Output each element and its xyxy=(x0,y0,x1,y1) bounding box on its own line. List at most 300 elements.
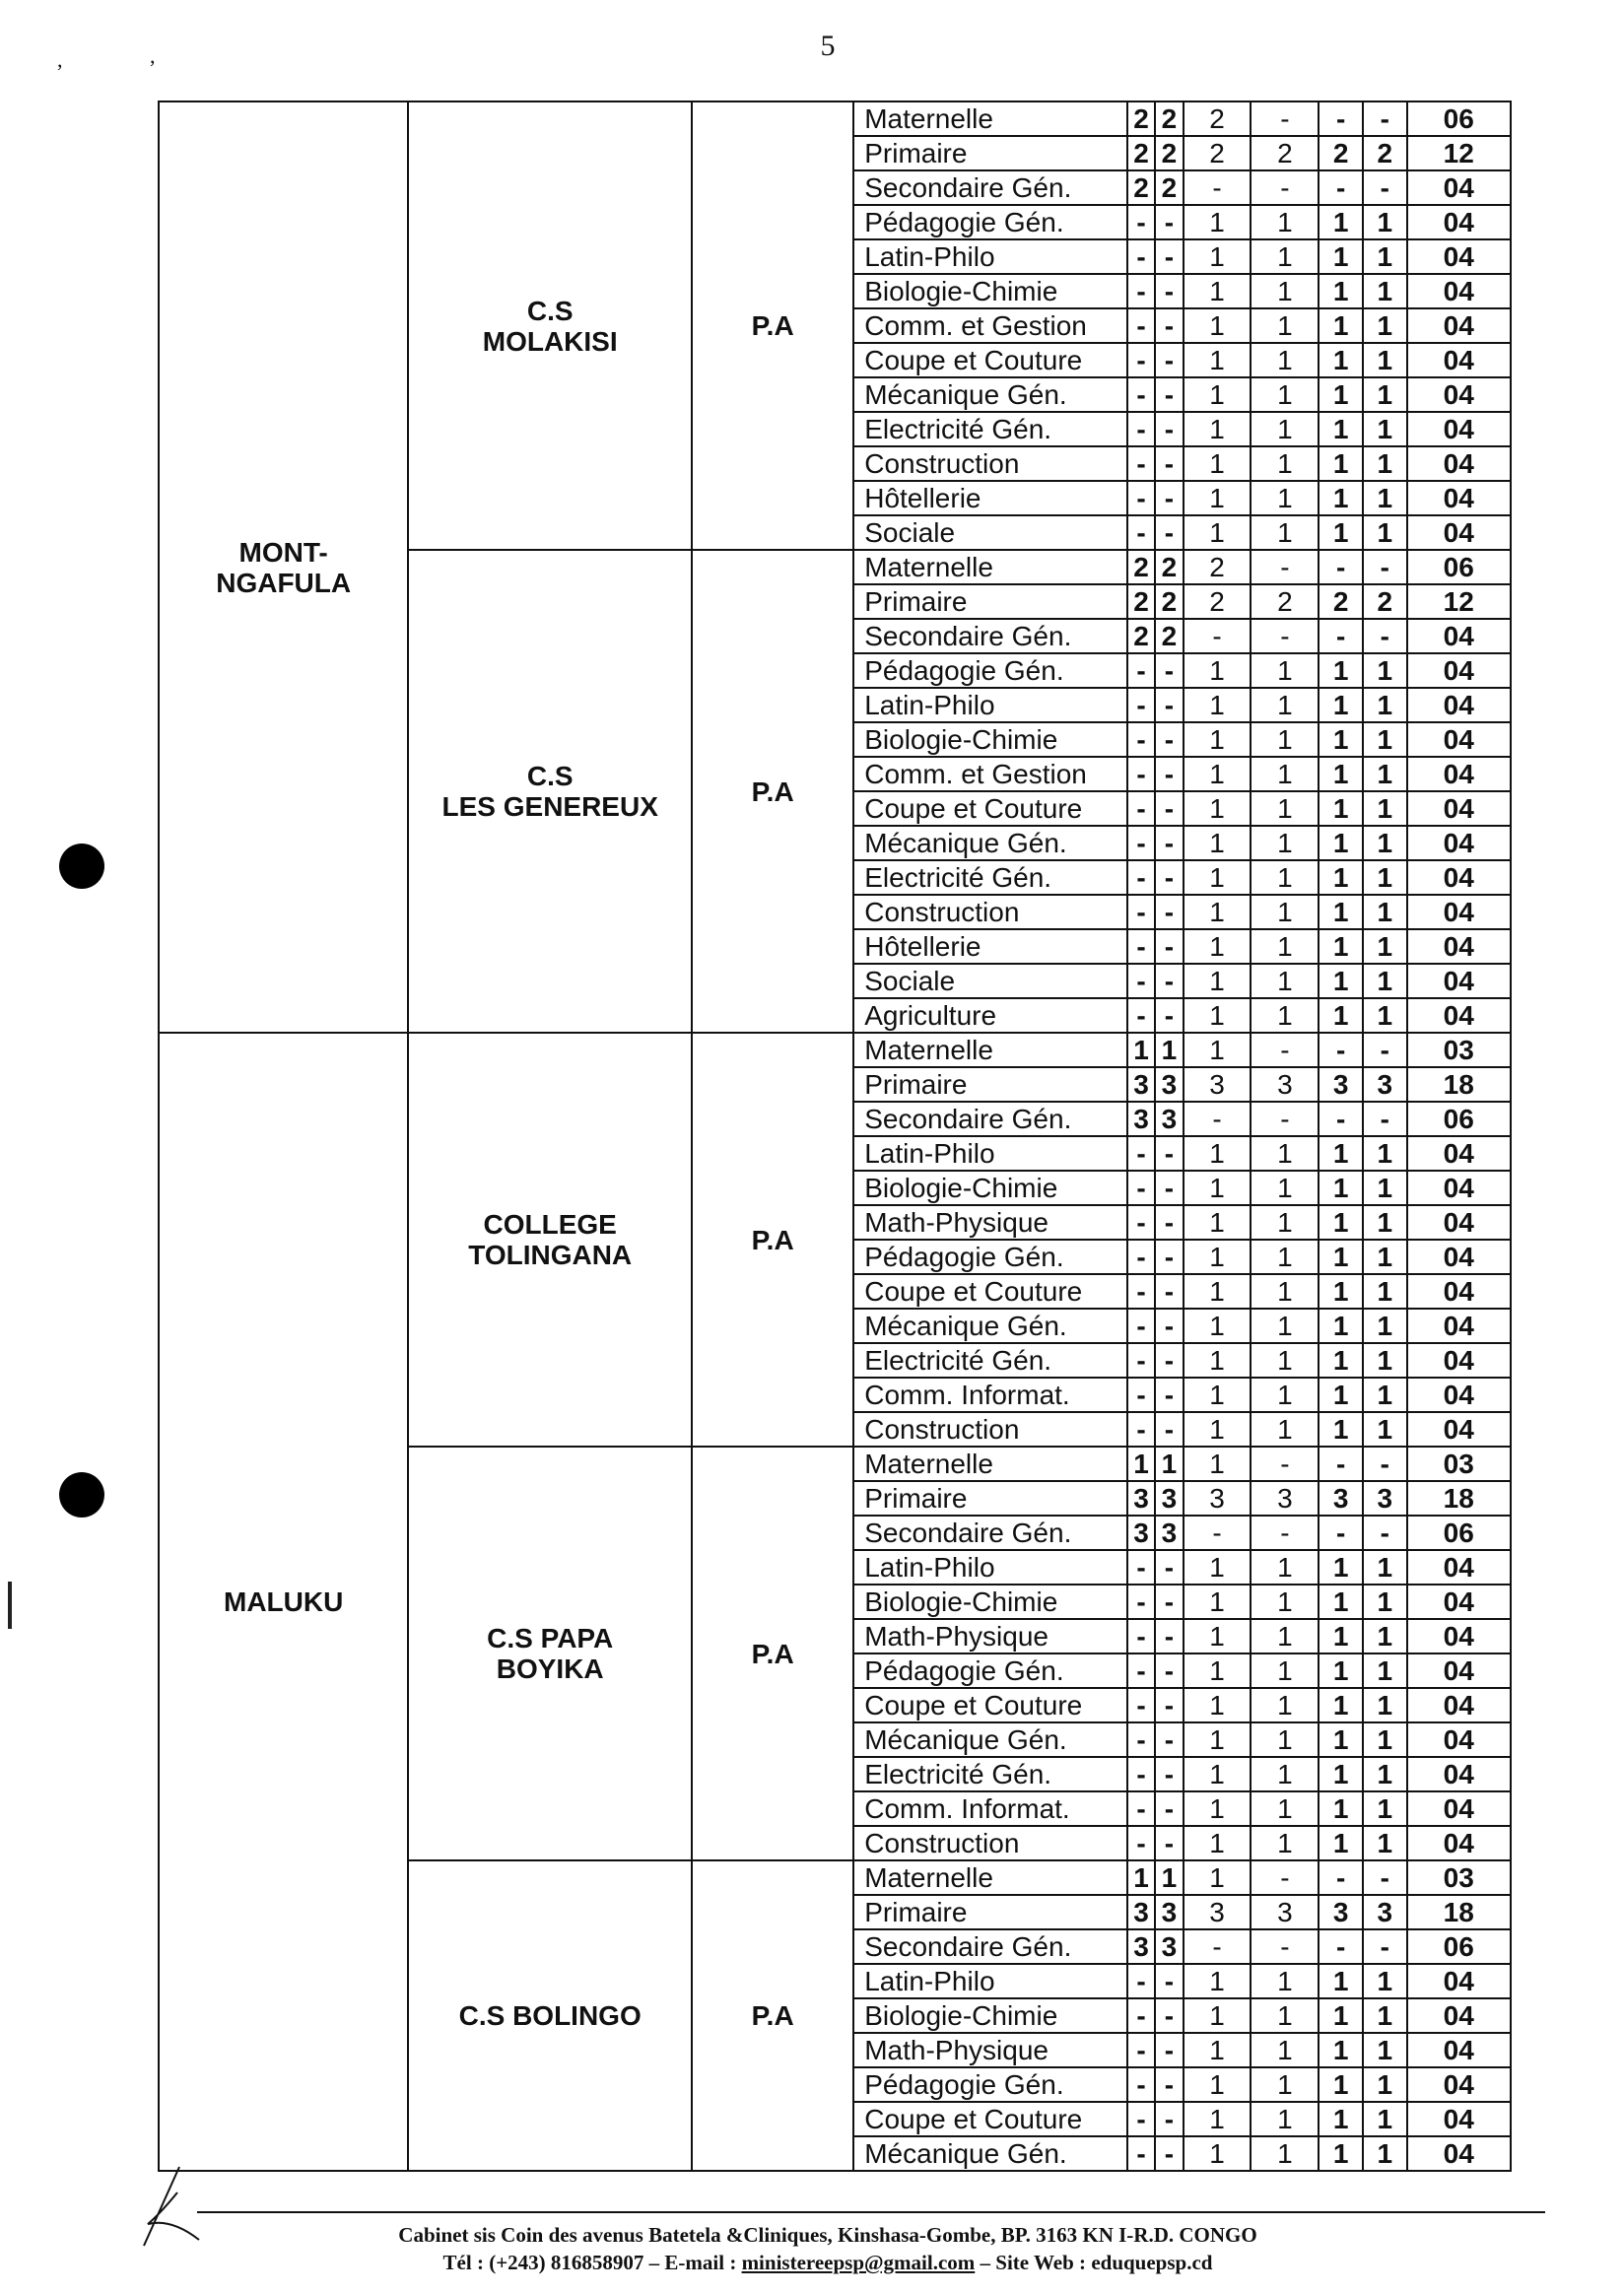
count-cell: 1 xyxy=(1319,2067,1363,2102)
count-cell: - xyxy=(1155,895,1183,929)
filiere-cell: Primaire xyxy=(853,584,1127,619)
filiere-cell: Primaire xyxy=(853,1067,1127,1102)
count-cell: - xyxy=(1251,101,1319,136)
count-cell: 1 xyxy=(1184,446,1252,481)
count-cell: 2 xyxy=(1251,584,1319,619)
total-cell: 12 xyxy=(1407,136,1511,170)
count-cell: - xyxy=(1155,653,1183,688)
count-cell: - xyxy=(1127,1205,1155,1240)
total-cell: 04 xyxy=(1407,1998,1511,2033)
count-cell: 1 xyxy=(1251,2033,1319,2067)
count-cell: 2 xyxy=(1251,136,1319,170)
school-status-cell: P.A xyxy=(692,1447,853,1860)
filiere-cell: Hôtellerie xyxy=(853,481,1127,515)
filiere-cell: Agriculture xyxy=(853,998,1127,1033)
count-cell: 1 xyxy=(1184,1343,1252,1378)
count-cell: 1 xyxy=(1363,860,1407,895)
count-cell: - xyxy=(1363,1860,1407,1895)
count-cell: 1 xyxy=(1251,2102,1319,2136)
count-cell: - xyxy=(1155,446,1183,481)
count-cell: 1 xyxy=(1319,1722,1363,1757)
count-cell: - xyxy=(1127,1653,1155,1688)
count-cell: 1 xyxy=(1319,274,1363,308)
count-cell: 1 xyxy=(1251,1171,1319,1205)
count-cell: - xyxy=(1155,1964,1183,1998)
count-cell: 1 xyxy=(1319,653,1363,688)
count-cell: - xyxy=(1155,1378,1183,1412)
count-cell: - xyxy=(1127,895,1155,929)
count-cell: 1 xyxy=(1155,1447,1183,1481)
count-cell: - xyxy=(1251,1102,1319,1136)
filiere-cell: Electricité Gén. xyxy=(853,412,1127,446)
count-cell: 2 xyxy=(1184,550,1252,584)
count-cell: - xyxy=(1319,619,1363,653)
total-cell: 04 xyxy=(1407,791,1511,826)
count-cell: 1 xyxy=(1319,1205,1363,1240)
filiere-cell: Primaire xyxy=(853,1481,1127,1516)
filiere-cell: Biologie-Chimie xyxy=(853,722,1127,757)
total-cell: 04 xyxy=(1407,1791,1511,1826)
count-cell: - xyxy=(1127,722,1155,757)
count-cell: - xyxy=(1155,2033,1183,2067)
count-cell: - xyxy=(1184,1102,1252,1136)
total-cell: 04 xyxy=(1407,2102,1511,2136)
total-cell: 04 xyxy=(1407,1274,1511,1309)
filiere-cell: Mécanique Gén. xyxy=(853,1309,1127,1343)
count-cell: 1 xyxy=(1319,929,1363,964)
count-cell: 1 xyxy=(1363,515,1407,550)
count-cell: 1 xyxy=(1319,481,1363,515)
filiere-cell: Hôtellerie xyxy=(853,929,1127,964)
filiere-cell: Secondaire Gén. xyxy=(853,1102,1127,1136)
total-cell: 04 xyxy=(1407,308,1511,343)
total-cell: 06 xyxy=(1407,1929,1511,1964)
scan-tick-mark: , xyxy=(150,43,156,68)
count-cell: 1 xyxy=(1184,688,1252,722)
count-cell: 1 xyxy=(1184,1274,1252,1309)
count-cell: - xyxy=(1155,1240,1183,1274)
count-cell: 1 xyxy=(1251,1791,1319,1826)
total-cell: 04 xyxy=(1407,377,1511,412)
count-cell: 1 xyxy=(1319,791,1363,826)
count-cell: 1 xyxy=(1184,895,1252,929)
count-cell: 1 xyxy=(1251,1136,1319,1171)
total-cell: 04 xyxy=(1407,412,1511,446)
count-cell: 1 xyxy=(1184,757,1252,791)
count-cell: - xyxy=(1127,1343,1155,1378)
count-cell: 1 xyxy=(1363,412,1407,446)
count-cell: 1 xyxy=(1184,2033,1252,2067)
count-cell: - xyxy=(1127,2102,1155,2136)
total-cell: 04 xyxy=(1407,1136,1511,1171)
filiere-cell: Math-Physique xyxy=(853,2033,1127,2067)
count-cell: 1 xyxy=(1363,2136,1407,2171)
count-cell: - xyxy=(1127,1757,1155,1791)
count-cell: 3 xyxy=(1184,1067,1252,1102)
total-cell: 04 xyxy=(1407,1757,1511,1791)
filiere-cell: Comm. Informat. xyxy=(853,1791,1127,1826)
filiere-cell: Latin-Philo xyxy=(853,1136,1127,1171)
count-cell: - xyxy=(1127,1722,1155,1757)
filiere-cell: Comm. et Gestion xyxy=(853,757,1127,791)
count-cell: 1 xyxy=(1319,1757,1363,1791)
filiere-cell: Secondaire Gén. xyxy=(853,619,1127,653)
total-cell: 04 xyxy=(1407,239,1511,274)
count-cell: - xyxy=(1127,1550,1155,1585)
count-cell: - xyxy=(1155,1653,1183,1688)
count-cell: 1 xyxy=(1319,1378,1363,1412)
total-cell: 04 xyxy=(1407,688,1511,722)
total-cell: 04 xyxy=(1407,1412,1511,1447)
count-cell: - xyxy=(1127,1688,1155,1722)
filiere-cell: Maternelle xyxy=(853,550,1127,584)
count-cell: - xyxy=(1127,1964,1155,1998)
school-name-cell: C.S MOLAKISI xyxy=(408,101,692,550)
count-cell: 1 xyxy=(1184,412,1252,446)
footer-divider xyxy=(197,2211,1545,2213)
total-cell: 04 xyxy=(1407,826,1511,860)
total-cell: 04 xyxy=(1407,205,1511,239)
punch-hole xyxy=(59,1472,104,1518)
filiere-cell: Pédagogie Gén. xyxy=(853,2067,1127,2102)
filiere-cell: Pédagogie Gén. xyxy=(853,205,1127,239)
count-cell: 1 xyxy=(1319,895,1363,929)
count-cell: 1 xyxy=(1184,1619,1252,1653)
count-cell: - xyxy=(1251,1033,1319,1067)
count-cell: - xyxy=(1155,2102,1183,2136)
filiere-cell: Mécanique Gén. xyxy=(853,377,1127,412)
count-cell: - xyxy=(1251,1516,1319,1550)
count-cell: - xyxy=(1155,757,1183,791)
count-cell: 1 xyxy=(1319,1619,1363,1653)
count-cell: 1 xyxy=(1127,1860,1155,1895)
count-cell: 3 xyxy=(1363,1895,1407,1929)
filiere-cell: Pédagogie Gén. xyxy=(853,653,1127,688)
total-cell: 04 xyxy=(1407,895,1511,929)
count-cell: 2 xyxy=(1155,170,1183,205)
count-cell: 1 xyxy=(1319,2136,1363,2171)
total-cell: 04 xyxy=(1407,1619,1511,1653)
count-cell: 1 xyxy=(1184,1688,1252,1722)
filiere-cell: Comm. Informat. xyxy=(853,1378,1127,1412)
count-cell: 1 xyxy=(1184,2136,1252,2171)
footer-email-link[interactable]: ministereepsp@gmail.com xyxy=(741,2251,976,2274)
total-cell: 04 xyxy=(1407,860,1511,895)
count-cell: 1 xyxy=(1251,860,1319,895)
filiere-cell: Coupe et Couture xyxy=(853,343,1127,377)
count-cell: 2 xyxy=(1127,619,1155,653)
count-cell: 1 xyxy=(1363,929,1407,964)
count-cell: 1 xyxy=(1251,929,1319,964)
filiere-cell: Secondaire Gén. xyxy=(853,1516,1127,1550)
count-cell: 1 xyxy=(1184,1860,1252,1895)
count-cell: - xyxy=(1319,170,1363,205)
count-cell: 1 xyxy=(1363,1757,1407,1791)
count-cell: 1 xyxy=(1184,1447,1252,1481)
count-cell: 1 xyxy=(1363,1136,1407,1171)
count-cell: 1 xyxy=(1363,2102,1407,2136)
count-cell: 1 xyxy=(1319,239,1363,274)
filiere-cell: Maternelle xyxy=(853,1860,1127,1895)
count-cell: 1 xyxy=(1184,1412,1252,1447)
school-allocation-table xyxy=(158,101,1512,2172)
filiere-cell: Mécanique Gén. xyxy=(853,1722,1127,1757)
count-cell: - xyxy=(1155,1171,1183,1205)
total-cell: 04 xyxy=(1407,446,1511,481)
count-cell: 1 xyxy=(1251,1619,1319,1653)
total-cell: 12 xyxy=(1407,584,1511,619)
footer-address: Cabinet sis Coin des avenus Batetela &Cliniques, Kinshasa-Gombe, BP. 3163 KN I-R.D. CONGO xyxy=(398,2223,1257,2247)
count-cell: 1 xyxy=(1319,826,1363,860)
count-cell: - xyxy=(1155,274,1183,308)
count-cell: - xyxy=(1127,1240,1155,1274)
count-cell: - xyxy=(1155,1136,1183,1171)
filiere-cell: Pédagogie Gén. xyxy=(853,1240,1127,1274)
count-cell: 3 xyxy=(1155,1516,1183,1550)
scan-edge-mark xyxy=(8,1582,12,1629)
count-cell: 1 xyxy=(1363,1964,1407,1998)
count-cell: 1 xyxy=(1184,1964,1252,1998)
count-cell: 2 xyxy=(1155,136,1183,170)
count-cell: 1 xyxy=(1363,2067,1407,2102)
filiere-cell: Maternelle xyxy=(853,101,1127,136)
total-cell: 06 xyxy=(1407,101,1511,136)
count-cell: - xyxy=(1251,550,1319,584)
count-cell: 2 xyxy=(1155,619,1183,653)
count-cell: - xyxy=(1127,481,1155,515)
count-cell: - xyxy=(1127,1274,1155,1309)
filiere-cell: Construction xyxy=(853,1826,1127,1860)
punch-hole xyxy=(59,843,104,889)
count-cell: - xyxy=(1319,101,1363,136)
count-cell: 1 xyxy=(1319,377,1363,412)
count-cell: - xyxy=(1155,1998,1183,2033)
count-cell: 1 xyxy=(1251,1964,1319,1998)
count-cell: 3 xyxy=(1155,1102,1183,1136)
count-cell: 1 xyxy=(1251,895,1319,929)
count-cell: 1 xyxy=(1184,377,1252,412)
total-cell: 04 xyxy=(1407,1240,1511,1274)
total-cell: 04 xyxy=(1407,1585,1511,1619)
count-cell: 1 xyxy=(1184,1722,1252,1757)
count-cell: 1 xyxy=(1319,2102,1363,2136)
count-cell: 1 xyxy=(1251,343,1319,377)
count-cell: - xyxy=(1127,860,1155,895)
total-cell: 03 xyxy=(1407,1860,1511,1895)
total-cell: 04 xyxy=(1407,1722,1511,1757)
filiere-cell: Biologie-Chimie xyxy=(853,1171,1127,1205)
count-cell: 1 xyxy=(1363,998,1407,1033)
filiere-cell: Coupe et Couture xyxy=(853,791,1127,826)
count-cell: 1 xyxy=(1363,1791,1407,1826)
count-cell: - xyxy=(1155,239,1183,274)
footer-tel: Tél : (+243) 816858907 xyxy=(442,2251,644,2274)
total-cell: 04 xyxy=(1407,515,1511,550)
count-cell: 3 xyxy=(1363,1481,1407,1516)
count-cell: 1 xyxy=(1363,722,1407,757)
count-cell: 1 xyxy=(1363,1171,1407,1205)
count-cell: 1 xyxy=(1251,1585,1319,1619)
count-cell: - xyxy=(1155,1826,1183,1860)
count-cell: 1 xyxy=(1363,791,1407,826)
filiere-cell: Coupe et Couture xyxy=(853,1274,1127,1309)
count-cell: 1 xyxy=(1363,1550,1407,1585)
count-cell: 1 xyxy=(1184,1309,1252,1343)
count-cell: - xyxy=(1155,791,1183,826)
count-cell: - xyxy=(1155,515,1183,550)
count-cell: - xyxy=(1127,791,1155,826)
count-cell: 1 xyxy=(1363,239,1407,274)
page-number: 5 xyxy=(820,30,836,62)
count-cell: 1 xyxy=(1251,377,1319,412)
count-cell: 1 xyxy=(1363,757,1407,791)
filiere-cell: Coupe et Couture xyxy=(853,1688,1127,1722)
count-cell: - xyxy=(1155,308,1183,343)
count-cell: 1 xyxy=(1184,2067,1252,2102)
filiere-cell: Pédagogie Gén. xyxy=(853,1653,1127,1688)
count-cell: - xyxy=(1155,2136,1183,2171)
count-cell: 1 xyxy=(1319,1309,1363,1343)
count-cell: - xyxy=(1127,1585,1155,1619)
school-name-cell: C.S PAPA BOYIKA xyxy=(408,1447,692,1860)
count-cell: 1 xyxy=(1319,1412,1363,1447)
total-cell: 18 xyxy=(1407,1067,1511,1102)
count-cell: 3 xyxy=(1127,1895,1155,1929)
filiere-cell: Primaire xyxy=(853,1895,1127,1929)
count-cell: - xyxy=(1127,688,1155,722)
filiere-cell: Math-Physique xyxy=(853,1205,1127,1240)
filiere-cell: Construction xyxy=(853,895,1127,929)
school-status-cell: P.A xyxy=(692,1033,853,1447)
count-cell: - xyxy=(1155,1550,1183,1585)
count-cell: 1 xyxy=(1251,964,1319,998)
count-cell: 1 xyxy=(1363,1205,1407,1240)
filiere-cell: Latin-Philo xyxy=(853,1550,1127,1585)
count-cell: 1 xyxy=(1319,964,1363,998)
count-cell: 1 xyxy=(1184,1757,1252,1791)
count-cell: 1 xyxy=(1251,1309,1319,1343)
count-cell: 1 xyxy=(1251,274,1319,308)
count-cell: 1 xyxy=(1184,1240,1252,1274)
count-cell: 1 xyxy=(1184,653,1252,688)
count-cell: 1 xyxy=(1363,1653,1407,1688)
count-cell: 1 xyxy=(1363,1378,1407,1412)
count-cell: 1 xyxy=(1319,1964,1363,1998)
count-cell: - xyxy=(1155,343,1183,377)
count-cell: 1 xyxy=(1319,1171,1363,1205)
count-cell: 1 xyxy=(1184,1998,1252,2033)
count-cell: - xyxy=(1155,1412,1183,1447)
count-cell: 1 xyxy=(1251,1757,1319,1791)
total-cell: 03 xyxy=(1407,1447,1511,1481)
count-cell: 1 xyxy=(1363,481,1407,515)
commune-cell: MALUKU xyxy=(159,1033,408,2171)
count-cell: - xyxy=(1155,964,1183,998)
count-cell: - xyxy=(1184,619,1252,653)
count-cell: - xyxy=(1184,1929,1252,1964)
filiere-cell: Mécanique Gén. xyxy=(853,2136,1127,2171)
count-cell: 1 xyxy=(1319,1653,1363,1688)
count-cell: - xyxy=(1127,412,1155,446)
filiere-cell: Maternelle xyxy=(853,1447,1127,1481)
count-cell: 1 xyxy=(1251,239,1319,274)
count-cell: 1 xyxy=(1363,2033,1407,2067)
count-cell: - xyxy=(1363,550,1407,584)
count-cell: - xyxy=(1127,826,1155,860)
count-cell: 1 xyxy=(1251,515,1319,550)
count-cell: 3 xyxy=(1319,1067,1363,1102)
count-cell: - xyxy=(1155,722,1183,757)
count-cell: 1 xyxy=(1155,1860,1183,1895)
count-cell: 2 xyxy=(1155,101,1183,136)
count-cell: 1 xyxy=(1184,274,1252,308)
count-cell: - xyxy=(1155,688,1183,722)
count-cell: 1 xyxy=(1251,446,1319,481)
count-cell: - xyxy=(1251,619,1319,653)
count-cell: - xyxy=(1127,515,1155,550)
school-status-cell: P.A xyxy=(692,550,853,1033)
count-cell: 1 xyxy=(1319,1343,1363,1378)
count-cell: 1 xyxy=(1319,1826,1363,1860)
filiere-cell: Primaire xyxy=(853,136,1127,170)
count-cell: 1 xyxy=(1251,1412,1319,1447)
count-cell: 1 xyxy=(1251,1722,1319,1757)
count-cell: 1 xyxy=(1363,895,1407,929)
footer-site: eduquepsp.cd xyxy=(1091,2251,1213,2274)
filiere-cell: Coupe et Couture xyxy=(853,2102,1127,2136)
count-cell: - xyxy=(1155,1722,1183,1757)
count-cell: 1 xyxy=(1319,1791,1363,1826)
count-cell: 1 xyxy=(1363,1688,1407,1722)
count-cell: 1 xyxy=(1251,308,1319,343)
count-cell: - xyxy=(1127,343,1155,377)
count-cell: 1 xyxy=(1251,1826,1319,1860)
filiere-cell: Biologie-Chimie xyxy=(853,274,1127,308)
count-cell: 1 xyxy=(1184,2102,1252,2136)
count-cell: 1 xyxy=(1184,1378,1252,1412)
count-cell: 1 xyxy=(1155,1033,1183,1067)
count-cell: - xyxy=(1363,101,1407,136)
count-cell: 2 xyxy=(1127,136,1155,170)
table-row xyxy=(159,1033,1511,1067)
count-cell: 1 xyxy=(1319,2033,1363,2067)
filiere-cell: Electricité Gén. xyxy=(853,860,1127,895)
count-cell: - xyxy=(1363,1516,1407,1550)
table-row xyxy=(159,101,1511,136)
count-cell: 1 xyxy=(1184,1171,1252,1205)
count-cell: 1 xyxy=(1363,688,1407,722)
count-cell: 1 xyxy=(1184,929,1252,964)
count-cell: 1 xyxy=(1363,1274,1407,1309)
filiere-cell: Secondaire Gén. xyxy=(853,1929,1127,1964)
count-cell: - xyxy=(1127,1309,1155,1343)
count-cell: 1 xyxy=(1319,515,1363,550)
count-cell: 1 xyxy=(1184,964,1252,998)
count-cell: - xyxy=(1155,481,1183,515)
count-cell: 1 xyxy=(1251,1343,1319,1378)
total-cell: 04 xyxy=(1407,722,1511,757)
total-cell: 04 xyxy=(1407,1826,1511,1860)
count-cell: 1 xyxy=(1363,343,1407,377)
count-cell: 1 xyxy=(1319,1550,1363,1585)
count-cell: 1 xyxy=(1184,1826,1252,1860)
filiere-cell: Math-Physique xyxy=(853,1619,1127,1653)
count-cell: - xyxy=(1155,205,1183,239)
count-cell: 1 xyxy=(1251,1550,1319,1585)
count-cell: 2 xyxy=(1127,550,1155,584)
count-cell: 1 xyxy=(1363,1343,1407,1378)
count-cell: 1 xyxy=(1363,1826,1407,1860)
